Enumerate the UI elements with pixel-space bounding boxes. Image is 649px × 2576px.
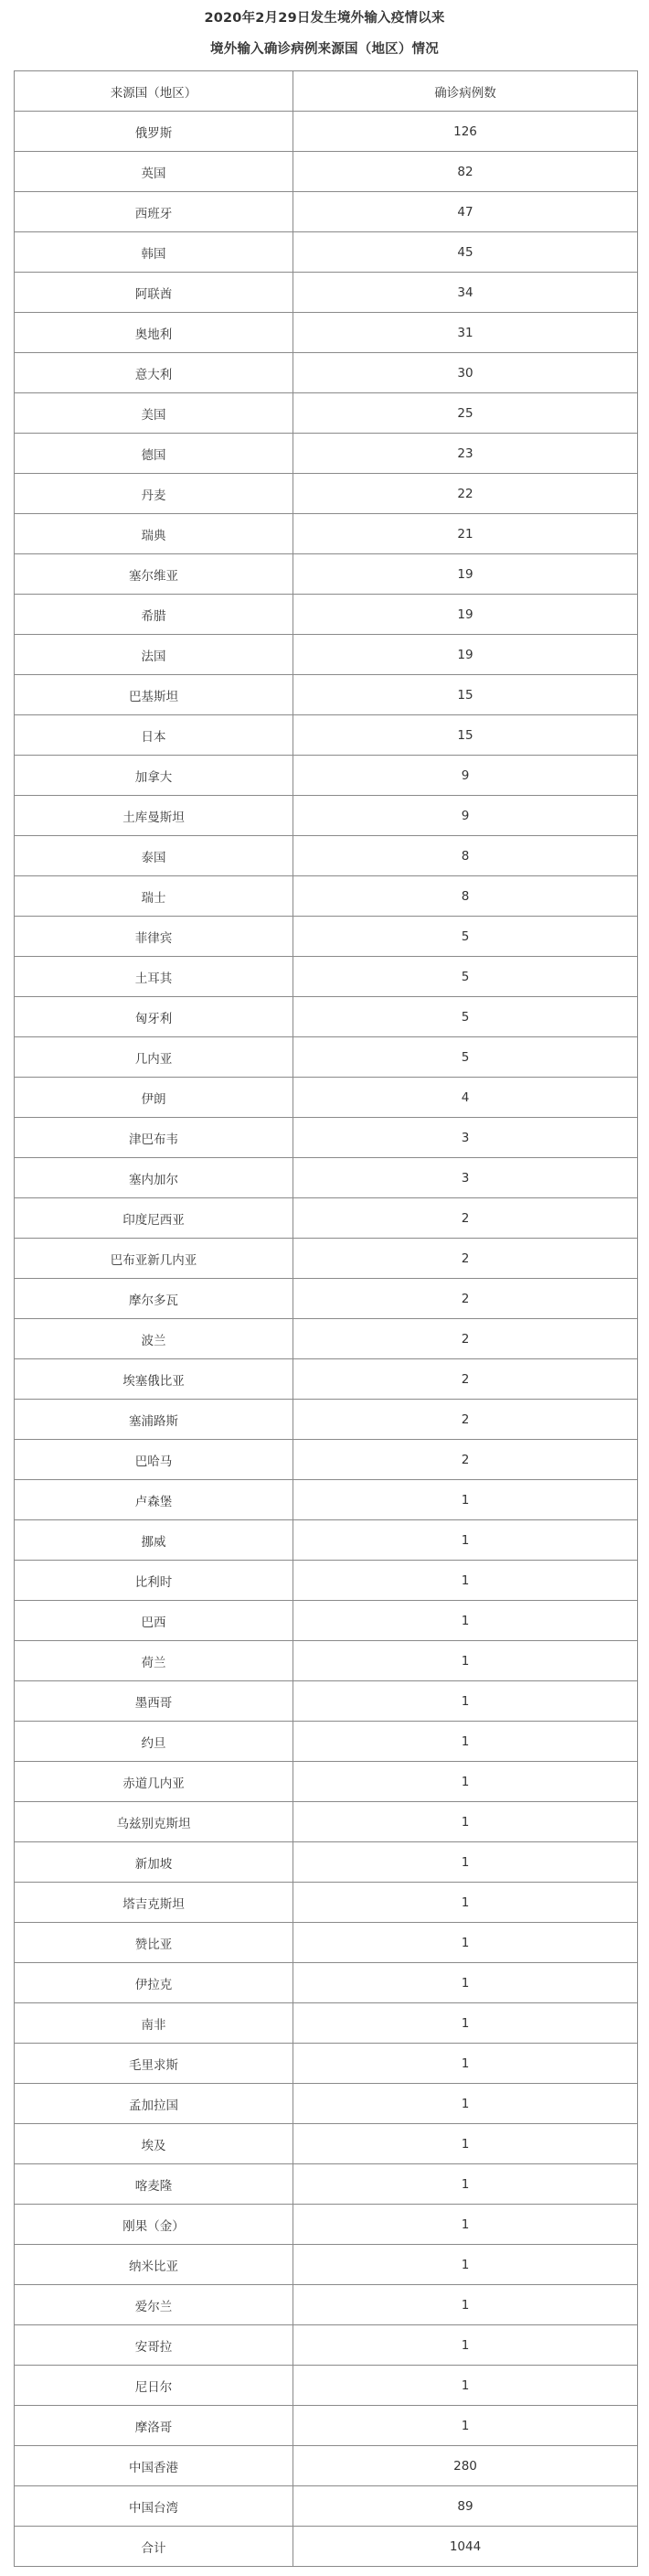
- cell-country: 喀麦隆: [15, 2164, 293, 2205]
- cell-country: 巴西: [15, 1601, 293, 1641]
- cell-country: 爱尔兰: [15, 2285, 293, 2325]
- table-row: [15, 1561, 638, 1601]
- cell-country: 西班牙: [15, 192, 293, 232]
- cell-case-count: 1: [293, 2044, 638, 2084]
- table-row: [15, 2084, 638, 2124]
- table-row: [15, 1601, 638, 1641]
- table-row: [15, 1480, 638, 1520]
- cell-country: 埃塞俄比亚: [15, 1359, 293, 1400]
- table-row: [15, 1078, 638, 1118]
- cell-case-count: 21: [293, 514, 638, 554]
- table-row: [15, 1681, 638, 1722]
- table-row: [15, 796, 638, 836]
- cell-country: 卢森堡: [15, 1480, 293, 1520]
- table-row: [15, 1158, 638, 1198]
- header-confirmed-cases: 确诊病例数: [293, 71, 638, 112]
- cell-country: 挪威: [15, 1520, 293, 1561]
- table-row: [15, 192, 638, 232]
- cell-case-count: 1: [293, 1762, 638, 1802]
- cell-case-count: 8: [293, 836, 638, 876]
- table-row: [15, 2446, 638, 2486]
- cell-country: 意大利: [15, 353, 293, 393]
- cell-country: 奥地利: [15, 313, 293, 353]
- cell-case-count: 5: [293, 997, 638, 1037]
- cell-case-count: 25: [293, 393, 638, 434]
- table-row: [15, 2285, 638, 2325]
- table-row: [15, 1037, 638, 1078]
- cell-country: 菲律宾: [15, 917, 293, 957]
- table-row: [15, 514, 638, 554]
- table-row: [15, 2003, 638, 2044]
- table-row: [15, 232, 638, 273]
- cell-country: 土耳其: [15, 957, 293, 997]
- cell-country: 毛里求斯: [15, 2044, 293, 2084]
- cell-case-count: 1: [293, 1601, 638, 1641]
- cell-country: 比利时: [15, 1561, 293, 1601]
- table-row: [15, 313, 638, 353]
- table-row: [15, 1359, 638, 1400]
- cell-country: 土库曼斯坦: [15, 796, 293, 836]
- table-row: [15, 1239, 638, 1279]
- cell-case-count: 2: [293, 1319, 638, 1359]
- table-row: [15, 1440, 638, 1480]
- imported-cases-table: [14, 70, 638, 2567]
- cell-country: 中国香港: [15, 2446, 293, 2486]
- cell-country: 塔吉克斯坦: [15, 1883, 293, 1923]
- cell-case-count: 1: [293, 1722, 638, 1762]
- cell-case-count: 3: [293, 1158, 638, 1198]
- cell-case-count: 8: [293, 876, 638, 917]
- table-row: [15, 917, 638, 957]
- table-row: [15, 353, 638, 393]
- cell-case-count: 2: [293, 1440, 638, 1480]
- cell-country: 瑞士: [15, 876, 293, 917]
- table-row: [15, 1802, 638, 1842]
- table-row: [15, 554, 638, 595]
- cell-case-count: 5: [293, 917, 638, 957]
- table-row: [15, 1722, 638, 1762]
- cell-case-count: 5: [293, 1037, 638, 1078]
- table-row: [15, 474, 638, 514]
- cell-case-count: 1: [293, 1923, 638, 1963]
- cell-case-count: 9: [293, 796, 638, 836]
- cell-case-count: 1: [293, 2124, 638, 2164]
- cell-case-count: 2: [293, 1400, 638, 1440]
- table-row: [15, 1883, 638, 1923]
- cell-case-count: 22: [293, 474, 638, 514]
- cell-case-count: 19: [293, 595, 638, 635]
- cell-case-count: 82: [293, 152, 638, 192]
- cell-case-count: 23: [293, 434, 638, 474]
- cell-case-count: 1: [293, 2406, 638, 2446]
- cell-country: 尼日尔: [15, 2366, 293, 2406]
- cell-country: 日本: [15, 715, 293, 756]
- cell-case-count: 1: [293, 1802, 638, 1842]
- cell-country: 荷兰: [15, 1641, 293, 1681]
- cell-case-count: 2: [293, 1359, 638, 1400]
- cell-case-count: 9: [293, 756, 638, 796]
- table-body: [15, 112, 638, 2567]
- cell-case-count: 1: [293, 2084, 638, 2124]
- cell-country: 法国: [15, 635, 293, 675]
- cell-case-count: 1: [293, 2164, 638, 2205]
- cell-country: 巴哈马: [15, 1440, 293, 1480]
- table-row: [15, 2205, 638, 2245]
- cell-country: 乌兹别克斯坦: [15, 1802, 293, 1842]
- cell-country: 合计: [15, 2527, 293, 2567]
- table-row: [15, 1963, 638, 2003]
- table-row: [15, 2124, 638, 2164]
- cell-country: 塞内加尔: [15, 1158, 293, 1198]
- cell-case-count: 15: [293, 715, 638, 756]
- table-row: [15, 2486, 638, 2527]
- table-row: [15, 635, 638, 675]
- cell-country: 安哥拉: [15, 2325, 293, 2366]
- cell-case-count: 5: [293, 957, 638, 997]
- cell-case-count: 2: [293, 1239, 638, 1279]
- cell-case-count: 1044: [293, 2527, 638, 2567]
- cell-case-count: 1: [293, 2003, 638, 2044]
- cell-country: 刚果（金）: [15, 2205, 293, 2245]
- cell-case-count: 34: [293, 273, 638, 313]
- table-row: [15, 112, 638, 152]
- table-row: [15, 836, 638, 876]
- table-row: [15, 1842, 638, 1883]
- cell-country: 丹麦: [15, 474, 293, 514]
- table-row: [15, 2406, 638, 2446]
- table-row: [15, 152, 638, 192]
- cell-case-count: 1: [293, 1480, 638, 1520]
- cell-case-count: 19: [293, 635, 638, 675]
- cell-case-count: 126: [293, 112, 638, 152]
- cell-case-count: 1: [293, 2366, 638, 2406]
- cell-country: 几内亚: [15, 1037, 293, 1078]
- table-row: [15, 756, 638, 796]
- table-row: [15, 997, 638, 1037]
- table-row: [15, 876, 638, 917]
- table-row: [15, 1923, 638, 1963]
- cell-country: 巴布亚新几内亚: [15, 1239, 293, 1279]
- cell-country: 摩洛哥: [15, 2406, 293, 2446]
- table-row: [15, 273, 638, 313]
- cell-case-count: 2: [293, 1198, 638, 1239]
- cell-case-count: 15: [293, 675, 638, 715]
- cell-country: 俄罗斯: [15, 112, 293, 152]
- table-row: [15, 1118, 638, 1158]
- cell-country: 瑞典: [15, 514, 293, 554]
- cell-country: 孟加拉国: [15, 2084, 293, 2124]
- cell-case-count: 2: [293, 1279, 638, 1319]
- table-row: [15, 2366, 638, 2406]
- cell-case-count: 280: [293, 2446, 638, 2486]
- cell-country: 赞比亚: [15, 1923, 293, 1963]
- cell-case-count: 1: [293, 1520, 638, 1561]
- cell-country: 伊朗: [15, 1078, 293, 1118]
- table-row: [15, 1762, 638, 1802]
- cell-case-count: 1: [293, 1561, 638, 1601]
- cell-case-count: 1: [293, 2205, 638, 2245]
- cell-case-count: 4: [293, 1078, 638, 1118]
- table-row: [15, 957, 638, 997]
- cell-case-count: 19: [293, 554, 638, 595]
- cell-case-count: 3: [293, 1118, 638, 1158]
- table-row: [15, 2164, 638, 2205]
- cell-country: 赤道几内亚: [15, 1762, 293, 1802]
- cell-country: 美国: [15, 393, 293, 434]
- table-row: [15, 2527, 638, 2567]
- cell-country: 墨西哥: [15, 1681, 293, 1722]
- table-row: [15, 2325, 638, 2366]
- header-source-country: 来源国（地区）: [15, 71, 293, 112]
- table-row: [15, 2044, 638, 2084]
- cell-country: 约旦: [15, 1722, 293, 1762]
- table-row: [15, 393, 638, 434]
- cell-country: 波兰: [15, 1319, 293, 1359]
- cell-country: 塞浦路斯: [15, 1400, 293, 1440]
- table-row: [15, 1279, 638, 1319]
- cell-case-count: 89: [293, 2486, 638, 2527]
- cell-country: 巴基斯坦: [15, 675, 293, 715]
- cell-country: 摩尔多瓦: [15, 1279, 293, 1319]
- cell-country: 伊拉克: [15, 1963, 293, 2003]
- cell-country: 加拿大: [15, 756, 293, 796]
- cell-case-count: 1: [293, 2245, 638, 2285]
- cell-country: 塞尔维亚: [15, 554, 293, 595]
- table-row: [15, 715, 638, 756]
- cell-country: 匈牙利: [15, 997, 293, 1037]
- cell-case-count: 47: [293, 192, 638, 232]
- cell-case-count: 1: [293, 1883, 638, 1923]
- cell-country: 阿联酋: [15, 273, 293, 313]
- cell-case-count: 45: [293, 232, 638, 273]
- cell-case-count: 1: [293, 1681, 638, 1722]
- cell-case-count: 1: [293, 1641, 638, 1681]
- cell-case-count: 31: [293, 313, 638, 353]
- cell-country: 德国: [15, 434, 293, 474]
- cell-country: 纳米比亚: [15, 2245, 293, 2285]
- document-title: 2020年2月29日发生境外输入疫情以来: [204, 11, 445, 26]
- cell-country: 新加坡: [15, 1842, 293, 1883]
- table-row: [15, 1400, 638, 1440]
- table-row: [15, 1198, 638, 1239]
- cell-case-count: 30: [293, 353, 638, 393]
- cell-country: 韩国: [15, 232, 293, 273]
- cell-country: 泰国: [15, 836, 293, 876]
- table-row: [15, 1520, 638, 1561]
- cell-case-count: 1: [293, 2325, 638, 2366]
- cell-country: 南非: [15, 2003, 293, 2044]
- cell-country: 埃及: [15, 2124, 293, 2164]
- cell-case-count: 1: [293, 1963, 638, 2003]
- table-row: [15, 2245, 638, 2285]
- table-row: [15, 1319, 638, 1359]
- cell-country: 希腊: [15, 595, 293, 635]
- table-row: [15, 675, 638, 715]
- table-header-row: [15, 71, 638, 112]
- cell-country: 中国台湾: [15, 2486, 293, 2527]
- cell-country: 印度尼西亚: [15, 1198, 293, 1239]
- cell-case-count: 1: [293, 2285, 638, 2325]
- cell-country: 津巴布韦: [15, 1118, 293, 1158]
- table-row: [15, 595, 638, 635]
- cell-case-count: 1: [293, 1842, 638, 1883]
- table-row: [15, 434, 638, 474]
- table-title: 境外输入确诊病例来源国（地区）情况: [210, 42, 439, 57]
- table-row: [15, 1641, 638, 1681]
- cell-country: 英国: [15, 152, 293, 192]
